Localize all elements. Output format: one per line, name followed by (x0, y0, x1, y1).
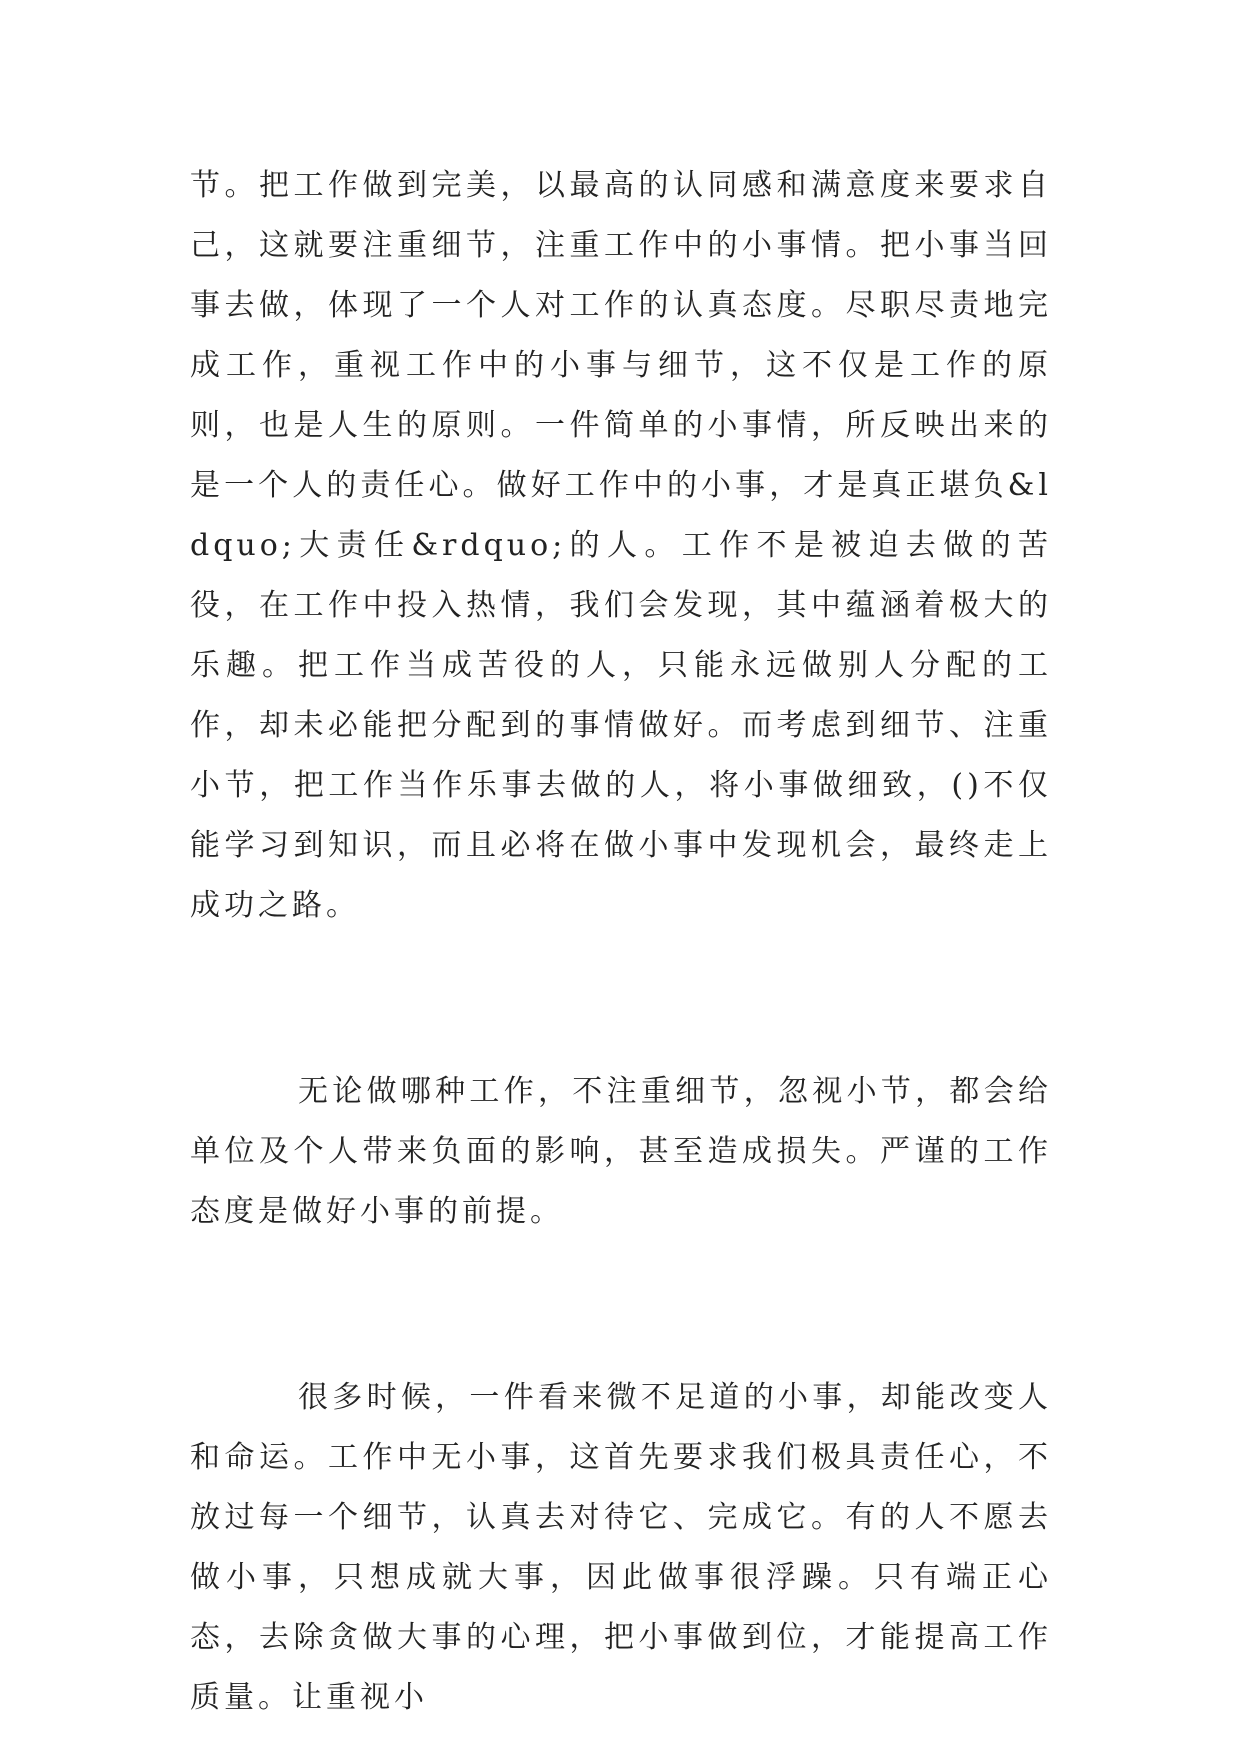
paragraph-spacing (190, 1242, 1052, 1368)
paragraph-spacing (190, 936, 1052, 1062)
paragraph-3: 很多时候，一件看来微不足道的小事，却能改变人和命运。工作中无小事，这首先要求我们极具责任心，不放过每一个细节，认真去对待它、完成它。有的人不愿去做小事，只想成就大事，因此做事很浮躁。只有端正心态，去除贪做大事的心理，把小事做到位，才能提高工作质量。让重视小 (190, 1380, 1052, 1715)
paragraph-1: 节。把工作做到完美，以最高的认同感和满意度来要求自己，这就要注重细节，注重工作中的小事情。把小事当回事去做，体现了一个人对工作的认真态度。尽职尽责地完成工作，重视工作中的小事与细节，这不仅是工作的原则，也是人生的原则。一件简单的小事情，所反映出来的是一个人的责任心。做好工作中的小事，才是真正堪负&ldquo;大责任&rdquo;的人。工作不是被迫去做的苦役，在工作中投入热情，我们会发现，其中蕴涵着极大的乐趣。把工作当成苦役的人，只能永远做别人分配的工作，却未必能把分配到的事情做好。而考虑到细节、注重小节，把工作当作乐事去做的人，将小事做细致，()不仅能学习到知识，而且必将在做小事中发现机会，最终走上成功之路。 (190, 168, 1052, 923)
paragraph-2: 无论做哪种工作，不注重细节，忽视小节，都会给单位及个人带来负面的影响，甚至造成损失。严谨的工作态度是做好小事的前提。 (190, 1074, 1052, 1229)
body-text (190, 156, 1052, 1728)
